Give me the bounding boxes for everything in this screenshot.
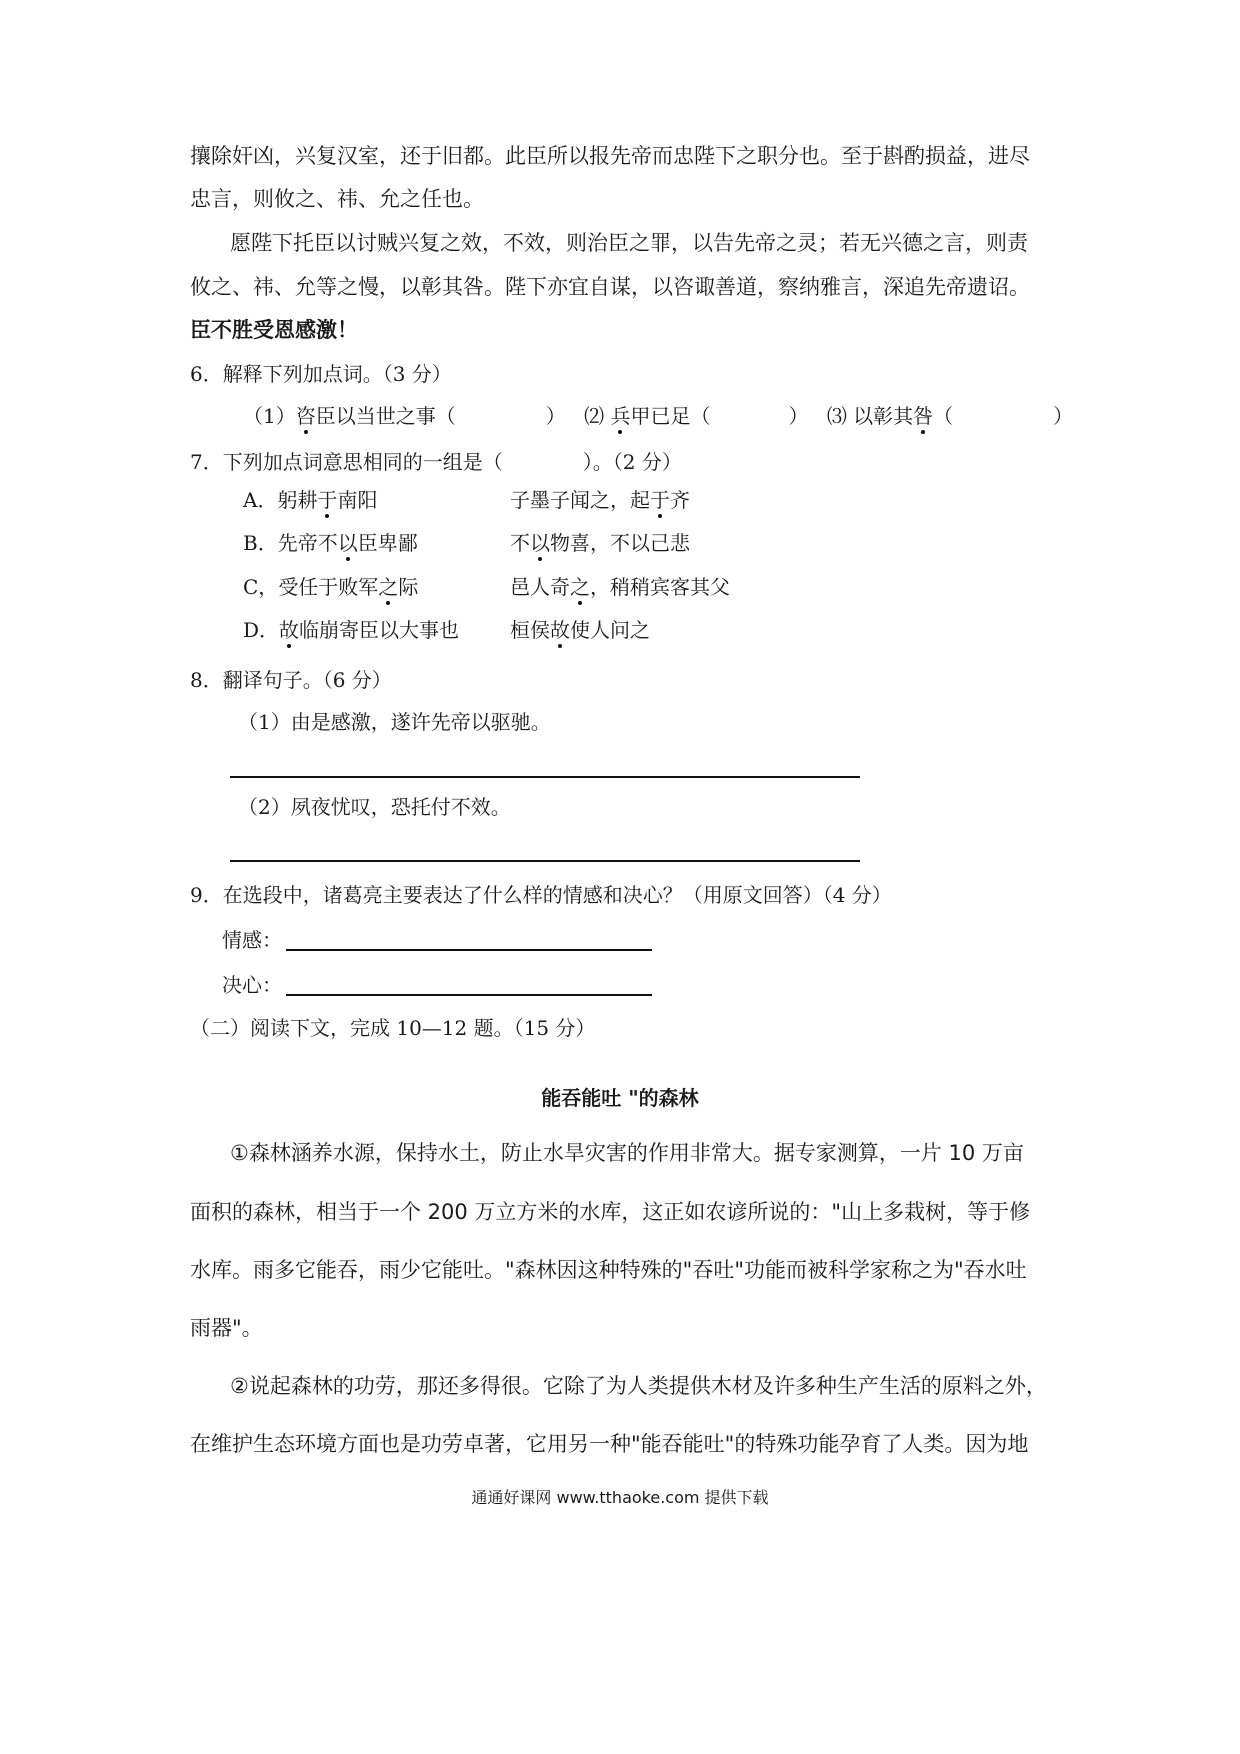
resolve-answer-line[interactable] bbox=[286, 994, 652, 996]
option-d-right: 桓侯故使人问之 bbox=[510, 615, 650, 645]
option-c-right: 邑人奇之，稍稍宾客其父 bbox=[510, 572, 730, 602]
article-line: 在维护生态环境方面也是功劳卓著，它用另一种"能吞能吐"的特殊功能孕育了人类。因为地 bbox=[190, 1432, 1029, 1456]
dotted-word: 故 bbox=[550, 615, 570, 645]
article-line: 水库。雨多它能吞，雨少它能吐。"森林因这种特殊的"吞吐"功能而被科学家称之为"吞水吐 bbox=[190, 1258, 1027, 1282]
option-b-right: 不以物喜，不以己悲 bbox=[510, 528, 690, 558]
item-text: 臣以当世之事（ bbox=[315, 404, 456, 428]
passage-line: 攘除奸凶，兴复汉室，还于旧都。此臣所以报先帝而忠陛下之职分也。至于斟酌损益，进尽 bbox=[190, 144, 1030, 168]
emotion-answer-line[interactable] bbox=[286, 949, 652, 951]
dotted-word: 故 bbox=[279, 615, 299, 645]
passage-line: 忠言，则攸之、祎、允之任也。 bbox=[190, 187, 484, 211]
dotted-word: 之 bbox=[378, 572, 398, 602]
question-6-stem: 6．解释下列加点词。（3 分） bbox=[190, 362, 452, 386]
paren-close: ） bbox=[788, 404, 809, 428]
dotted-word: 咨 bbox=[296, 401, 316, 431]
dotted-word: 以 bbox=[338, 528, 358, 558]
question-8-stem: 8．翻译句子。（6 分） bbox=[190, 668, 392, 692]
stem-text: ）。（2 分） bbox=[582, 450, 682, 474]
dotted-word: 兵 bbox=[610, 401, 630, 431]
item-text: ⑶ 以彰其 bbox=[826, 404, 914, 428]
page-footer: 通通好课网 www.tthaoke.com 提供下载 bbox=[471, 1488, 769, 1507]
item-text: （ bbox=[933, 404, 954, 428]
passage-line: 愿陛下托臣以讨贼兴复之效，不效，则治臣之罪，以告先帝之灵；若无兴德之言，则责 bbox=[230, 231, 1028, 255]
paren-close: ） bbox=[545, 404, 566, 428]
item-text: 甲已足（ bbox=[630, 404, 711, 428]
article-line: 面积的森林，相当于一个 200 万立方米的水库，这正如农谚所说的："山上多栽树，等于修 bbox=[190, 1200, 1031, 1224]
question-9-stem: 9．在选段中，诸葛亮主要表达了什么样的情感和决心？（用原文回答）（4 分） bbox=[190, 883, 892, 907]
question-6-items bbox=[243, 401, 1073, 431]
option-d-left: D．故临崩寄臣以大事也 bbox=[243, 615, 459, 645]
answer-line[interactable] bbox=[230, 860, 860, 862]
dotted-word: 于 bbox=[317, 485, 337, 515]
dotted-word: 之 bbox=[570, 572, 590, 602]
resolve-label: 决心： bbox=[222, 973, 282, 997]
option-a-right: 子墨子闻之，起于齐 bbox=[510, 485, 690, 515]
stem-text: 7．下列加点词意思相同的一组是（ bbox=[190, 450, 503, 474]
dotted-word: 咎 bbox=[913, 401, 933, 431]
question-8-sentence-2: （2）夙夜忧叹，恐托付不效。 bbox=[238, 795, 511, 819]
paren-close: ） bbox=[1053, 404, 1074, 428]
answer-line[interactable] bbox=[230, 776, 860, 778]
passage-line: 攸之、祎、允等之慢，以彰其咎。陛下亦宜自谋，以咨诹善道，察纳雅言，深追先帝遗诏。 bbox=[190, 275, 1030, 299]
question-7-stem bbox=[190, 447, 682, 477]
dotted-word: 于 bbox=[650, 485, 670, 515]
option-b-left: B．先帝不以臣卑鄙 bbox=[243, 528, 418, 558]
option-a-left: A．躬耕于南阳 bbox=[243, 485, 377, 515]
passage-line: 臣不胜受恩感激！ bbox=[190, 317, 358, 342]
item-number: （1） bbox=[243, 404, 296, 428]
article-line: 雨器"。 bbox=[190, 1316, 263, 1340]
article-title: 能吞能吐 "的森林 bbox=[541, 1086, 699, 1110]
emotion-label: 情感： bbox=[222, 928, 282, 952]
item-number: ⑵ bbox=[584, 404, 605, 428]
dotted-word: 以 bbox=[530, 528, 550, 558]
article-line: ①森林涵养水源，保持水土，防止水旱灾害的作用非常大。据专家测算，一片 10 万亩 bbox=[230, 1141, 1024, 1165]
option-c-left: C，受任于败军之际 bbox=[243, 572, 418, 602]
article-line: ②说起森林的功劳，那还多得很。它除了为人类提供木材及许多种生产生活的原料之外， bbox=[230, 1374, 1047, 1398]
section-2-heading: （二）阅读下文，完成 10—12 题。（15 分） bbox=[190, 1016, 596, 1040]
question-8-sentence-1: （1）由是感激，遂许先帝以驱驰。 bbox=[238, 710, 551, 734]
